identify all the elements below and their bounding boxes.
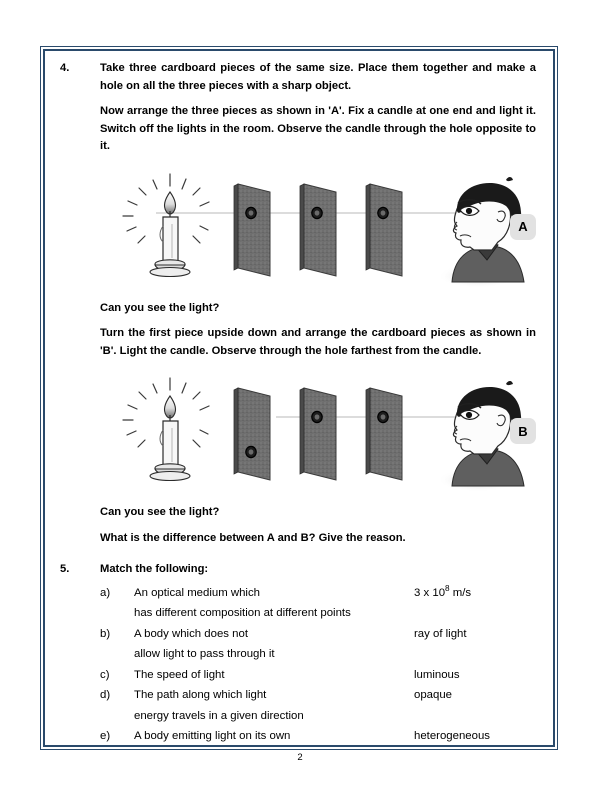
page-border-frame [40, 46, 558, 750]
match-right-spacer [414, 603, 542, 624]
question-4-difference-prompt: What is the difference between A and B? Give the reason. [100, 531, 406, 544]
match-the-following-list [100, 583, 542, 747]
match-item-right-text: luminous [414, 668, 460, 681]
candle-b [123, 378, 209, 481]
match-item-right-text: heterogeneous [414, 730, 491, 742]
match-item-left-text: A body which does not [134, 627, 248, 640]
match-item-left-text-line2: has different composition at different points [134, 607, 351, 619]
cardboard-piece-a-1 [234, 184, 270, 276]
page-content [44, 50, 554, 746]
match-row [100, 685, 542, 706]
match-item-left-text-line2: energy travels in a given direction [134, 709, 304, 722]
figure-b-svg [108, 370, 528, 492]
figure-b-label: B [510, 418, 536, 444]
cardboard-piece-a-3 [366, 184, 402, 276]
figure-b [100, 370, 542, 492]
match-row [100, 726, 542, 747]
match-item-right-text [414, 583, 542, 604]
figure-b-drawing [108, 370, 528, 492]
candle-flame-b [165, 396, 176, 418]
figure-a-svg [108, 166, 528, 288]
match-right-unit: m/s [449, 586, 472, 599]
match-row-continuation [100, 644, 542, 665]
question-4-body [100, 60, 542, 555]
candle-body-b [163, 421, 178, 467]
match-item-left-text: The path along which light [134, 689, 267, 701]
question-4-block [54, 60, 542, 555]
match-item-letter: a) [100, 586, 111, 599]
question-5-title: Match the following: [100, 563, 209, 575]
match-item-letter: e) [100, 730, 111, 742]
match-item-left-text: A body emitting light on its own [134, 730, 291, 742]
match-item-letter: b) [100, 627, 111, 640]
match-item-left-text: The speed of light [134, 668, 225, 681]
cardboard-piece-b-1-flipped [234, 388, 270, 480]
match-right-superscript: 8 [445, 583, 450, 593]
page-number: 2 [297, 752, 303, 763]
match-row-continuation [100, 603, 542, 624]
match-row [100, 624, 542, 645]
candle-flame-a [165, 192, 176, 214]
question-4-paragraph-3: Turn the first piece upside down and arrange the cardboard pieces as shown in 'B'. Light the candle. Observe through the hole farthest from the candle. [100, 327, 536, 357]
cardboard-piece-b-3 [366, 388, 402, 480]
question-5-body [100, 561, 542, 747]
figure-a [100, 166, 542, 288]
match-item-left-text: An optical medium which [134, 586, 260, 599]
cardboard-piece-b-2 [300, 388, 336, 480]
question-5-number: 5. [60, 563, 70, 575]
question-4-can-you-see-light-2: Can you see the light? [100, 506, 220, 518]
question-4-paragraph-2: Now arrange the three pieces as shown in 'A'. Fix a candle at one end and light it. Switch off the lights in the room. Observe the candle through the hole opposite to it. [100, 105, 536, 152]
figure-a-drawing [108, 166, 528, 288]
cardboard-pieces-b [234, 388, 402, 480]
match-item-right-text: opaque [414, 689, 453, 701]
match-item-left-text-line2: allow light to pass through it [134, 648, 275, 660]
match-item-letter: d) [100, 689, 111, 701]
cardboard-piece-a-2 [300, 184, 336, 276]
match-right-spacer [414, 706, 542, 727]
cardboard-pieces-a [234, 184, 402, 276]
candle-body-a [163, 217, 178, 263]
match-row-continuation [100, 706, 542, 727]
question-4-number: 4. [60, 62, 70, 74]
match-item-right-text: ray of light [414, 627, 467, 640]
match-right-value: 3 x 10 [414, 586, 446, 599]
figure-a-label: A [510, 214, 536, 240]
question-4-can-you-see-light-1: Can you see the light? [100, 301, 220, 314]
question-5-block [54, 561, 542, 747]
match-row [100, 665, 542, 686]
question-4-paragraph-1: Take three cardboard pieces of the same size. Place them together and make a hole on all the three pieces with a sharp object. [100, 62, 536, 92]
match-row [100, 583, 542, 604]
candle-a [123, 174, 209, 277]
match-item-letter: c) [100, 668, 110, 681]
match-right-spacer [414, 644, 542, 665]
